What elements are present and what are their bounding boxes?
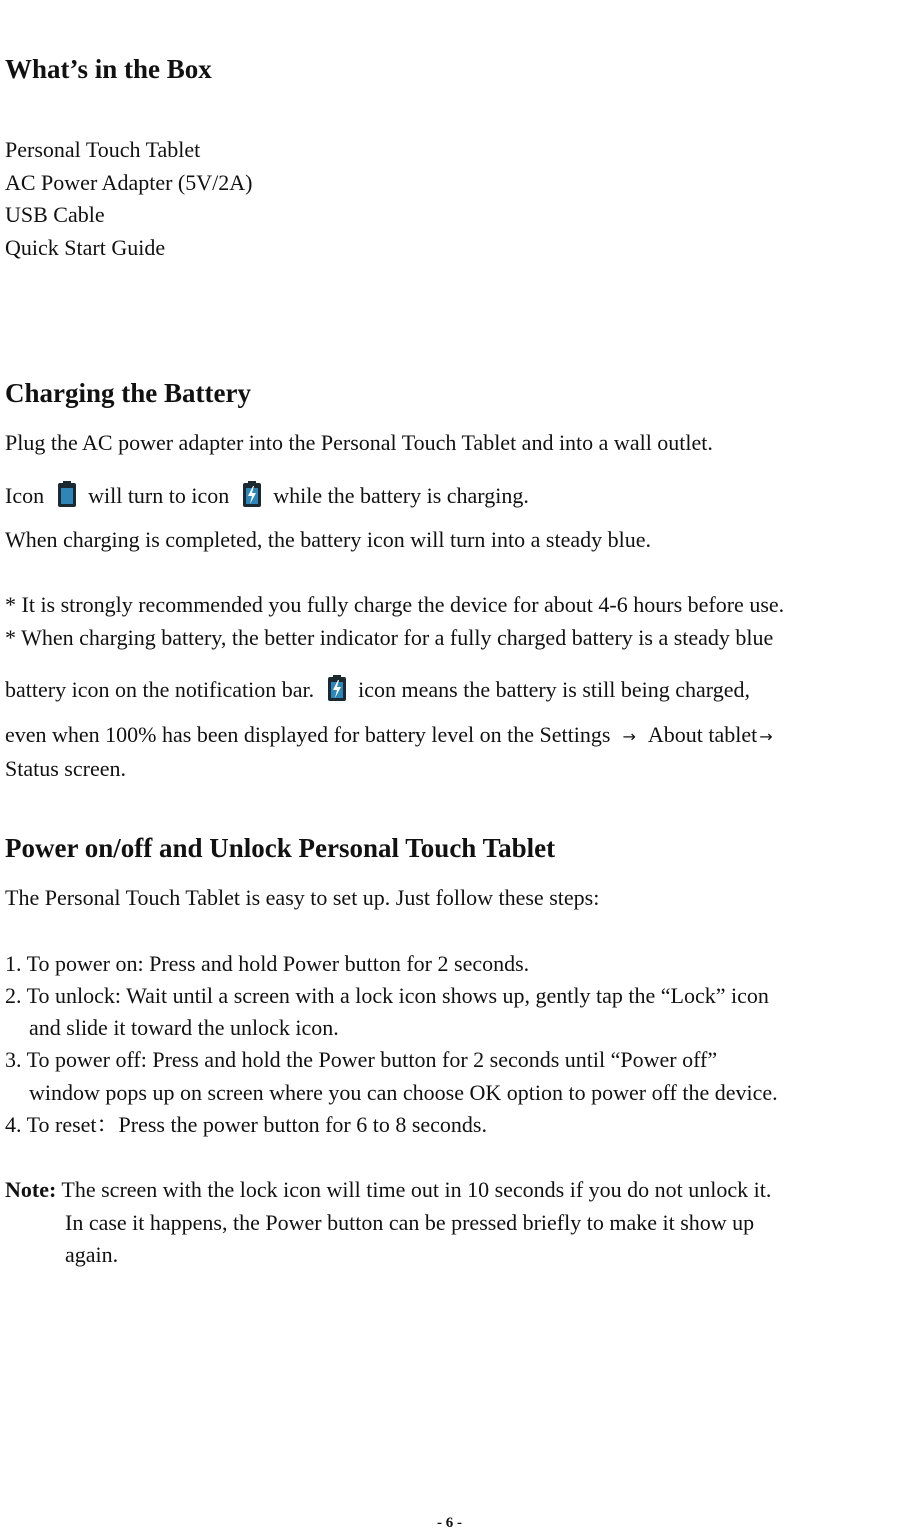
charging-note1: * It is strongly recommended you fully charge the device for about 4-6 hours before use. [5,592,785,617]
box-item: Personal Touch Tablet [5,137,201,162]
charging-line3: When charging is completed, the battery icon will turn into a steady blue. [5,527,651,552]
power-heading: Power on/off and Unlock Personal Touch Tablet [5,833,556,863]
note-line3: again. [65,1242,119,1267]
charging-line2-part2: will turn to icon [88,483,230,508]
charging-note2-line3 [5,722,785,750]
box-item: Quick Start Guide [5,235,166,260]
step-4: 4. To reset：Press the power button for 6 to 8 seconds. [5,1112,487,1137]
note-text: The screen with the lock icon will time out in 10 seconds if you do not unlock it. [56,1177,772,1202]
charging-line1: Plug the AC power adapter into the Personal Touch Tablet and into a wall outlet. [5,430,713,455]
charging-heading: Charging the Battery [5,378,251,408]
arrow-right-icon: → [759,727,773,746]
box-item: AC Power Adapter (5V/2A) [5,170,253,195]
charging-note2-line2 [5,677,750,703]
page-number: - 6 - [437,1515,462,1531]
charging-note2-line1: * When charging battery, the better indicator for a fully charged battery is a steady blue [5,625,774,650]
note2-line2-part1: battery icon on the notification bar. [5,677,315,702]
battery-full-icon [56,483,78,507]
power-intro: The Personal Touch Tablet is easy to set up. Just follow these steps: [5,885,600,910]
box-item: USB Cable [5,202,105,227]
box-heading: What’s in the Box [5,54,212,84]
step-2-line2: and slide it toward the unlock icon. [29,1015,339,1040]
step-1: 1. To power on: Press and hold Power button for 2 seconds. [5,951,530,976]
note2-line3-part1: even when 100% has been displayed for battery level on the Settings [5,722,611,747]
note2-line2-part2: icon means the battery is still being charged, [358,677,750,702]
note2-line3-part2: About tablet [647,722,758,747]
note-line2: In case it happens, the Power button can be pressed briefly to make it show up [65,1210,755,1235]
battery-charging-icon [241,483,263,507]
charging-note2-line4: Status screen. [5,756,126,781]
charging-line2 [5,483,529,509]
battery-charging-icon [326,677,348,701]
arrow-right-icon: → [622,727,636,746]
step-3-line2: window pops up on screen where you can choose OK option to power off the device. [29,1080,778,1105]
charging-line2-part3: while the battery is charging. [273,483,529,508]
step-3-line1: 3. To power off: Press and hold the Power button for 2 seconds until “Power off” [5,1047,718,1072]
charging-line2-part1: Icon [5,483,45,508]
note-label: Note: [5,1177,57,1202]
note-line1 [5,1177,771,1203]
step-2-line1: 2. To unlock: Wait until a screen with a lock icon shows up, gently tap the “Lock” icon [5,983,769,1008]
